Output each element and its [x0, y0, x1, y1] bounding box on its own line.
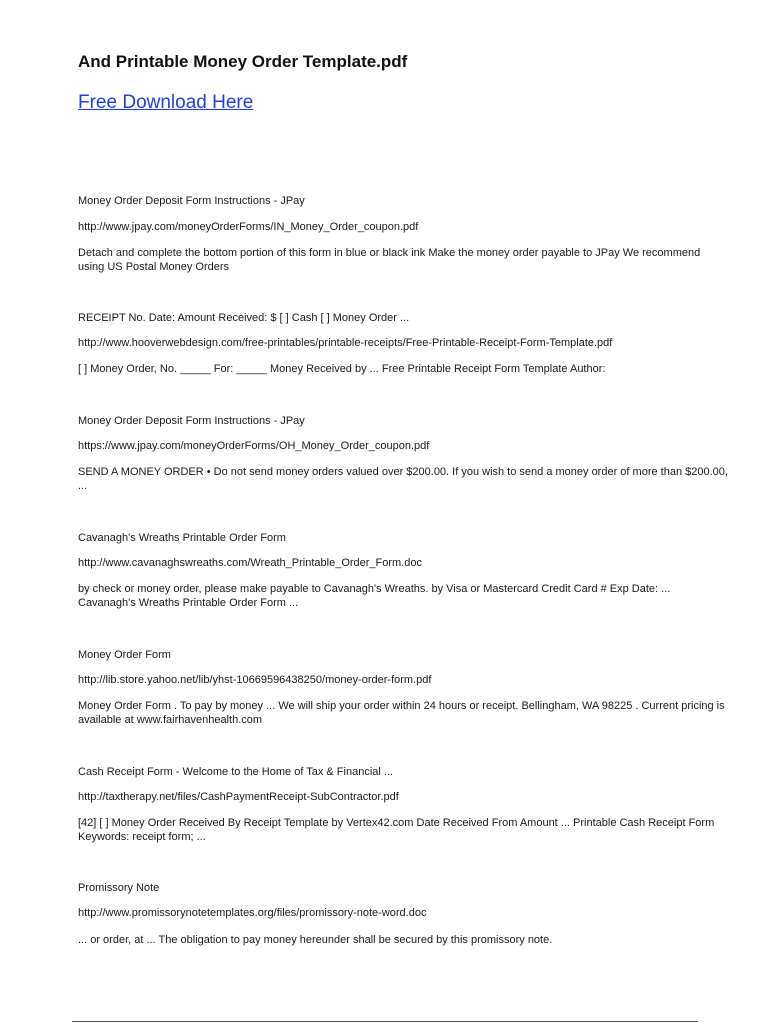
- entry-snippet: [ ] Money Order, No. _____ For: _____ Money Received by ... Free Printable Receipt Form Template Author:: [78, 363, 606, 375]
- entry-heading: Cash Receipt Form - Welcome to the Home of Tax & Financial ...: [78, 766, 394, 778]
- document-title: And Printable Money Order Template.pdf: [78, 52, 408, 71]
- entry-snippet: SEND A MONEY ORDER • Do not send money orders valued over $200.00. If you wish to send a money order of more than $200.00, ...: [78, 466, 728, 492]
- entry-url: http://taxtherapy.net/files/CashPaymentReceipt-SubContractor.pdf: [78, 791, 399, 803]
- entry-heading: Money Order Deposit Form Instructions - JPay: [78, 415, 305, 427]
- entry-heading: Promissory Note: [78, 882, 160, 894]
- entry-url: http://www.promissorynotetemplates.org/files/promissory-note-word.doc: [78, 907, 427, 919]
- entry-heading: Cavanagh's Wreaths Printable Order Form: [78, 532, 286, 544]
- entry-heading: Money Order Deposit Form Instructions - JPay: [78, 195, 305, 207]
- entry-snippet: [42] [ ] Money Order Received By Receipt Template by Vertex42.com Date Received From Amount ... Printable Cash Receipt Form Keywords: receipt form; ...: [78, 817, 715, 843]
- entry-url: http://www.hooverwebdesign.com/free-printables/printable-receipts/Free-Printable-Receipt-Form-Template.pdf: [78, 337, 613, 349]
- entry-heading: RECEIPT No. Date: Amount Received: $ [ ] Cash [ ] Money Order ...: [78, 312, 410, 324]
- entry-snippet: ... or order, at ... The obligation to pay money hereunder shall be secured by this promissory note.: [78, 934, 553, 946]
- entry-url: https://www.jpay.com/moneyOrderForms/OH_Money_Order_coupon.pdf: [78, 440, 430, 452]
- entry-snippet: by check or money order, please make payable to Cavanagh's Wreaths. by Visa or Mastercard Credit Card # Exp Date: ... Cavanagh's Wreaths Printable Order Form ...: [78, 583, 671, 609]
- entry-url: http://www.cavanaghswreaths.com/Wreath_Printable_Order_Form.doc: [78, 557, 423, 569]
- entry-snippet: Detach and complete the bottom portion of this form in blue or black ink Make the money order payable to JPay We recommend using US Postal Money Orders: [78, 247, 701, 273]
- free-download-link[interactable]: Free Download Here: [78, 92, 254, 113]
- entry-heading: Money Order Form: [78, 649, 171, 661]
- entry-url: http://www.jpay.com/moneyOrderForms/IN_Money_Order_coupon.pdf: [78, 221, 419, 233]
- footer-divider: [72, 1021, 698, 1022]
- entry-snippet: Money Order Form . To pay by money ... We will ship your order within 24 hours or receipt. Bellingham, WA 98225 . Current pricing is available at www.fairhavenhealth.com: [78, 700, 725, 726]
- entry-url: http://lib.store.yahoo.net/lib/yhst-10669596438250/money-order-form.pdf: [78, 674, 432, 686]
